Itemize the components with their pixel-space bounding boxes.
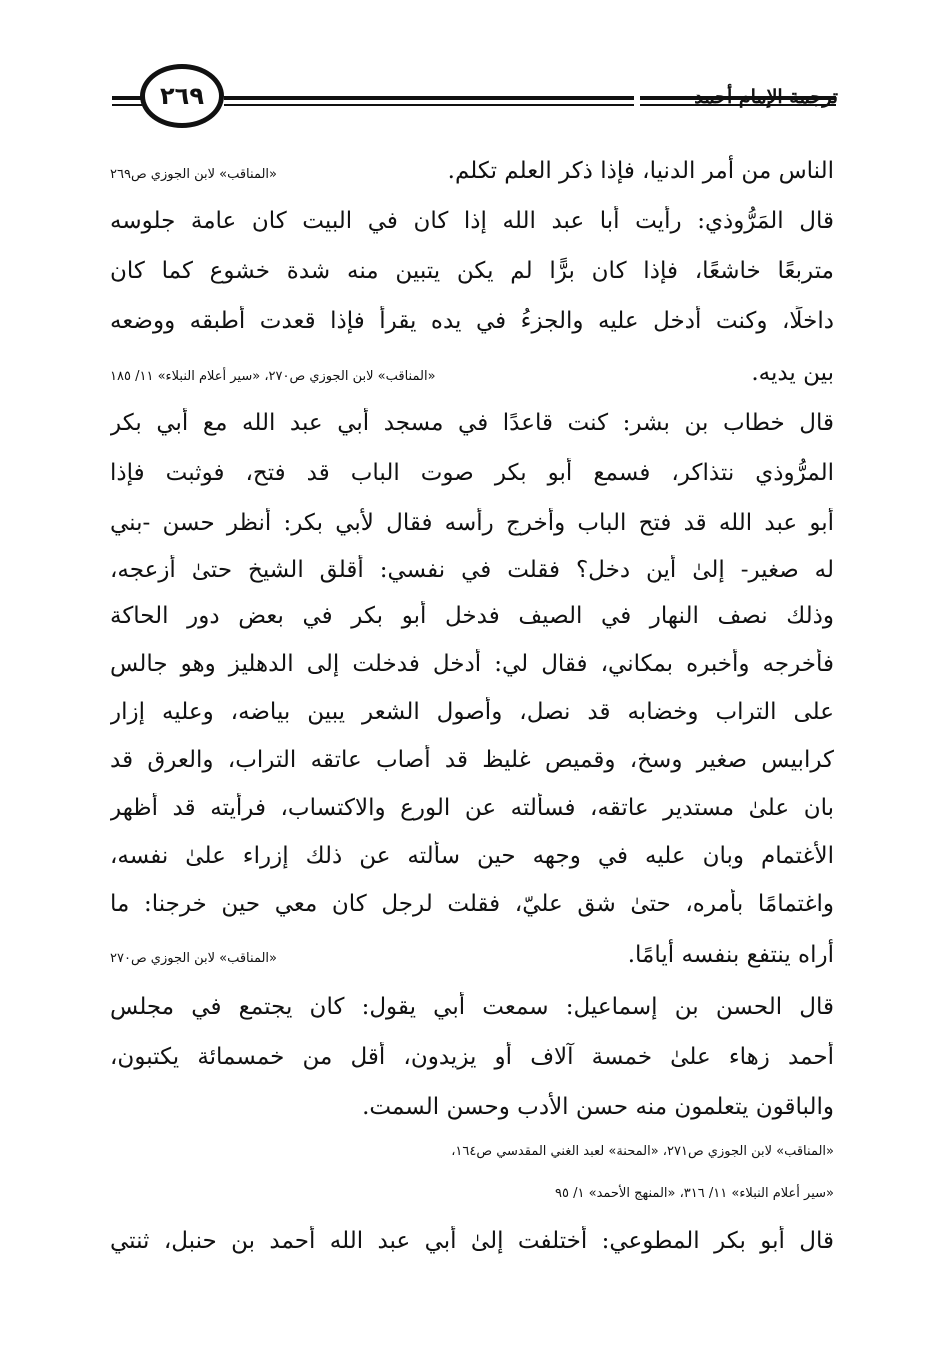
text-line: على التراب وخضابه قد نصل، وأُصول الشعر يبين بياضه، وعليه إزار <box>110 699 834 725</box>
text-line-with-source <box>110 358 834 388</box>
header-rule-left <box>112 96 142 100</box>
text-line-with-source <box>110 156 834 186</box>
text-line: الأغتمام وبان عليه في وجهه حين سألته عن ذلك إزراء علىٰ نفسه، <box>110 843 834 869</box>
text-line: داخلًا، وكنت أدخل عليه والجزءُ في يده يقرأ فإذا قعدت أطبقه ووضعه <box>110 308 834 334</box>
text-line: بين يديه. <box>751 360 834 386</box>
text-line: أبو عبد الله قد فتح الباب وأخرج رأسه فقال لأبي بكر: أنظر حسن -بني <box>110 510 834 536</box>
text-line: قال أبو بكر المطوعي: أختلفت إلىٰ أبي عبد الله أحمد بن حنبل، ثنتي <box>110 1228 834 1254</box>
header-rule-middle-thin <box>224 104 634 106</box>
page-number: ٢٦٩ <box>160 82 204 110</box>
page-number-badge <box>140 64 224 128</box>
text-line: متربعًا خاشعًا، فإذا كان برًّا لم يكن يتبين منه شدة خشوع كما كان <box>110 258 834 284</box>
text-line: أحمد زهاء علىٰ خمسة آلاف أو يزيدون، أقل من خمسمائة يكتبون، <box>110 1044 834 1070</box>
text-line: والباقون يتعلمون منه حسن الأدب وحسن السمت. <box>362 1094 834 1120</box>
text-line: له صغير- إلىٰ أين دخل؟ فقلت في نفسي: أقلق الشيخ حتىٰ أزعجه، <box>110 557 834 583</box>
text-line: قال الحسن بن إسماعيل: سمعت أبي يقول: كان يجتمع في مجلس <box>110 994 834 1020</box>
text-line: واغتمامًا بأمره، حتىٰ شق عليّ، فقلت لرجل كان معي حين خرجنا: ما <box>110 891 834 917</box>
text-line: قال المَرُّوذي: رأيت أبا عبد الله إذا كان في البيت كان عامة جلوسه <box>110 208 834 234</box>
source-citation: «المناقب» لابن الجوزي ص٢٧١، «المحنة» لعبد الغني المقدسي ص١٦٤، <box>451 1144 834 1159</box>
text-line-with-source <box>110 940 834 970</box>
text-line: أراه ينتفع بنفسه أيامًا. <box>627 942 834 968</box>
source-citation: «سير أعلام النبلاء» ١١/ ٣١٦، «المنهج الأحمد» ١/ ٩٥ <box>555 1186 834 1201</box>
header-rule-middle <box>224 96 634 100</box>
text-line: وذلك نصف النهار في الصيف فدخل أبو بكر في بعض دور الحاكة <box>110 603 834 629</box>
source-citation: «المناقب» لابن الجوزي ص٢٧٠ <box>110 951 277 966</box>
text-line: فأخرجه وأخبره بمكاني، فقال لي: أدخل فدخلت إلى الدهليز وهو جالس <box>110 651 834 677</box>
running-header-title: ترجمة الإمام أحمد <box>694 86 838 108</box>
source-citation: «المناقب» لابن الجوزي ص٢٧٠، «سير أعلام النبلاء» ١١/ ١٨٥ <box>110 369 436 384</box>
text-line: كرابيس صغير وسخ، وقميص غليظ قد أصاب عاتقه التراب، والعرق قد <box>110 747 834 773</box>
text-line: المرُّوذي نتذاكر، فسمع أبو بكر صوت الباب قد فتح، فوثبت فإذا <box>110 460 834 486</box>
header-rule-left-thin <box>112 104 142 106</box>
text-line: الناس من أمر الدنيا، فإذا ذكر العلم تكلم. <box>447 158 834 184</box>
text-line: قال خطاب بن بشر: كنت قاعدًا في مسجد أبي عبد الله مع أبي بكر <box>110 410 834 436</box>
source-citation: «المناقب» لابن الجوزي ص٢٦٩ <box>110 167 277 182</box>
text-line: بان علىٰ مستدير عاتقه، فسألته عن الورع والاكتساب، فرأيته قد أظهر <box>110 795 834 821</box>
